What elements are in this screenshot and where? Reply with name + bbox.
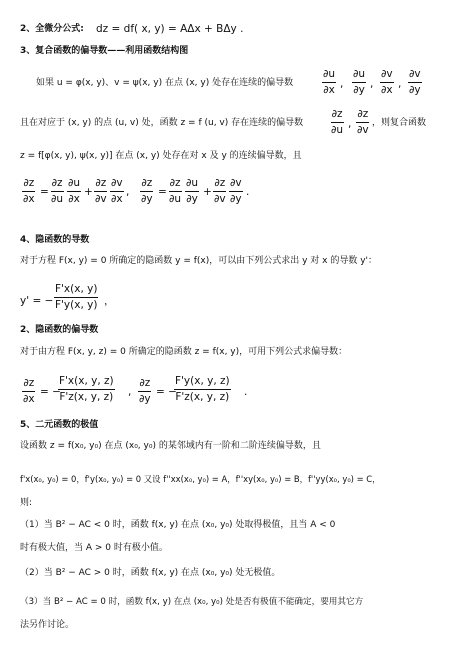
- formula-lhs: y' = −: [20, 295, 54, 307]
- partial-fraction: $\frac{\partial u}{\partial y}$: [353, 68, 366, 96]
- punctuation: ，: [104, 295, 115, 307]
- total-differential-formula: dz = df( x, y) = AΔx + BΔy .: [96, 23, 244, 35]
- section-heading: 3、复合函数的偏导数——利用函数结构图: [20, 46, 189, 56]
- extremum-conditions: f'x(x₀, y₀) = 0，f'y(x₀, y₀) = 0 又设 f''xx(x₀, y₀) = A，f''xy(x₀, y₀) = B，f''yy(x₀, y₀) = C，: [20, 474, 381, 484]
- paragraph-text: ，则复合函数: [372, 118, 427, 128]
- case-2: （2）当 B² − AC > 0 时，函数 f(x, y) 在点 (x₀, y₀) 处无极值。: [20, 568, 281, 578]
- partial-fraction: $\frac{\partial v}{\partial x}$: [381, 68, 393, 96]
- section-heading: 2、隐函数的偏导数: [20, 325, 99, 335]
- paragraph-text: 设函数 z = f(x₀, y₀) 在点 (x₀, y₀) 的某邻域内有一阶和二阶连续偏导数，且: [20, 441, 321, 451]
- partial-fraction: $\frac{\partial v}{\partial y}$: [409, 68, 421, 96]
- paragraph-text: 对于方程 F(x, y) = 0 所确定的隐函数 y = f(x)，可以由下列公式求出 y 对 x 的导数 y'：: [20, 256, 378, 266]
- case-3-line-1: （3）当 B² − AC = 0 时，函数 f(x, y) 在点 (x₀, y₀) 处是否有极值不能确定，要用其它方: [20, 597, 364, 607]
- partial-fraction: $\frac{\partial z}{\partial u}$: [331, 108, 344, 136]
- paragraph-text: 如果 u = φ(x, y)、v = ψ(x, y) 在点 (x, y) 处存在连续的偏导数: [36, 78, 294, 88]
- case-1-line-1: （1）当 B² − AC < 0 时，函数 f(x, y) 在点 (x₀, y₀) 处取得极值，且当 A < 0: [20, 520, 336, 530]
- implicit-derivative-fraction: $\frac{F'x(x, y)}{F'y(x, y)}$: [55, 283, 98, 311]
- section-heading: 2、全微分公式:: [20, 24, 84, 34]
- paragraph-text: z = f[φ(x, y), ψ(x, y)] 在点 (x, y) 处存在对 x 及 y 的连续偏导数，且: [20, 151, 302, 161]
- case-3-line-2: 法另作讨论。: [20, 620, 75, 630]
- partial-fraction: $\frac{\partial u}{\partial x}$: [323, 68, 336, 96]
- paragraph-text: 对于由方程 F(x, y, z) = 0 所确定的隐函数 z = f(x, y)，可用下列公式求偏导数：: [20, 347, 348, 357]
- paragraph-text: 则:: [20, 498, 33, 508]
- section-heading: 4、隐函数的导数: [20, 235, 90, 245]
- partial-fraction: $\frac{\partial z}{\partial v}$: [357, 108, 369, 136]
- section-heading: 5、二元函数的极值: [20, 420, 99, 430]
- paragraph-text: 且在对应于 (x, y) 的点 (u, v) 处，函数 z = f (u, v) 存在连续的偏导数: [20, 118, 304, 128]
- case-1-line-2: 时有极大值，当 A > 0 时有极小值。: [20, 543, 168, 553]
